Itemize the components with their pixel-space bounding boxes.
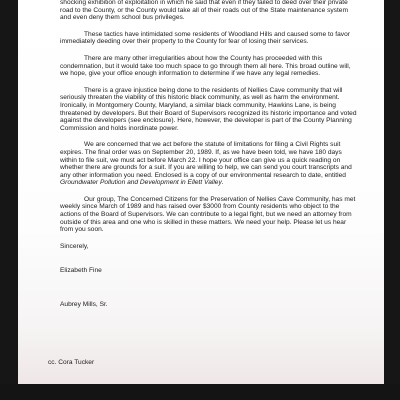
letter-body [60, 0, 360, 309]
statute-end: . [221, 179, 224, 187]
closing-salutation: Sincerely, [60, 242, 89, 250]
signatory-elizabeth-fine: Elizabeth Fine [60, 267, 102, 275]
signatory-aubrey-mills: Aubrey Mills, Sr. [60, 301, 108, 309]
paragraph-group: Our group, The Concerned Citizens for the Preservation of Nellies Cave Community, has met weekly since March of 1989 and has raised over $3000 from County residents who object to the actions of the Board of Supervisors. We can contribute to a legal fight, but we need an attorney from outside of this area and one who is skilled in these matters. We need your help. Please let us hear from you soon. [60, 195, 356, 234]
paragraph-statute [60, 141, 360, 187]
scan-border-right [384, 0, 400, 400]
cc-line: cc. Cora Tucker [48, 359, 95, 366]
paragraph-injustice: There is a grave injustice being done to the residents of Nellies Cave community that will seriously threaten the viability of this historic black community, as well as harm the environment. Ironically, in Montgomery County, Maryland, a similar black community, Hawkins Lane, is being threatened by developers. But their Board of Supervisors recognized its historic importance and voted against the developers (see enclosure). Here, however, the developer is part of the County Planning Commission and holds inordinate power. [60, 86, 357, 132]
paragraph-irregularities: There are many other irregularities about how the County has proceeded with this condemnation, but it would take too much space to go through them all here. This broad outline will, we hope, give your office enough information to determine if we have any legal remedies. [60, 54, 351, 78]
report-title: Groundwater Pollution and Development in Ellett Valley [60, 179, 222, 187]
letter-page [18, 0, 384, 384]
paragraph-top: shocking exhibition of exploitation in which he said that even if they failed to deed over their private road to the County, or the County would take all of their roads out of the State maintenance system and even deny them school bus privileges. [60, 0, 348, 22]
scan-border-bottom [0, 384, 400, 400]
scan-border-left [0, 0, 18, 400]
paragraph-tactics: These tactics have intimidated some residents of Woodland Hills and caused some to favor immediately deeding over their property to the County for fear of losing their services. [60, 30, 350, 46]
statute-text: We are concerned that we act before the statute of limitations for filing a Civil Rights suit expires. The final order was on September 20, 1989. If, as we have been told, we have 180 days within to file suit, we must act before March 22. I hope your office can give us a quick reading on whether there are grounds for a suit. If you are willing to help, we can send you court transcripts and any other information you need. Enclosed is a copy of our environmental research to date, entitled [60, 141, 352, 179]
